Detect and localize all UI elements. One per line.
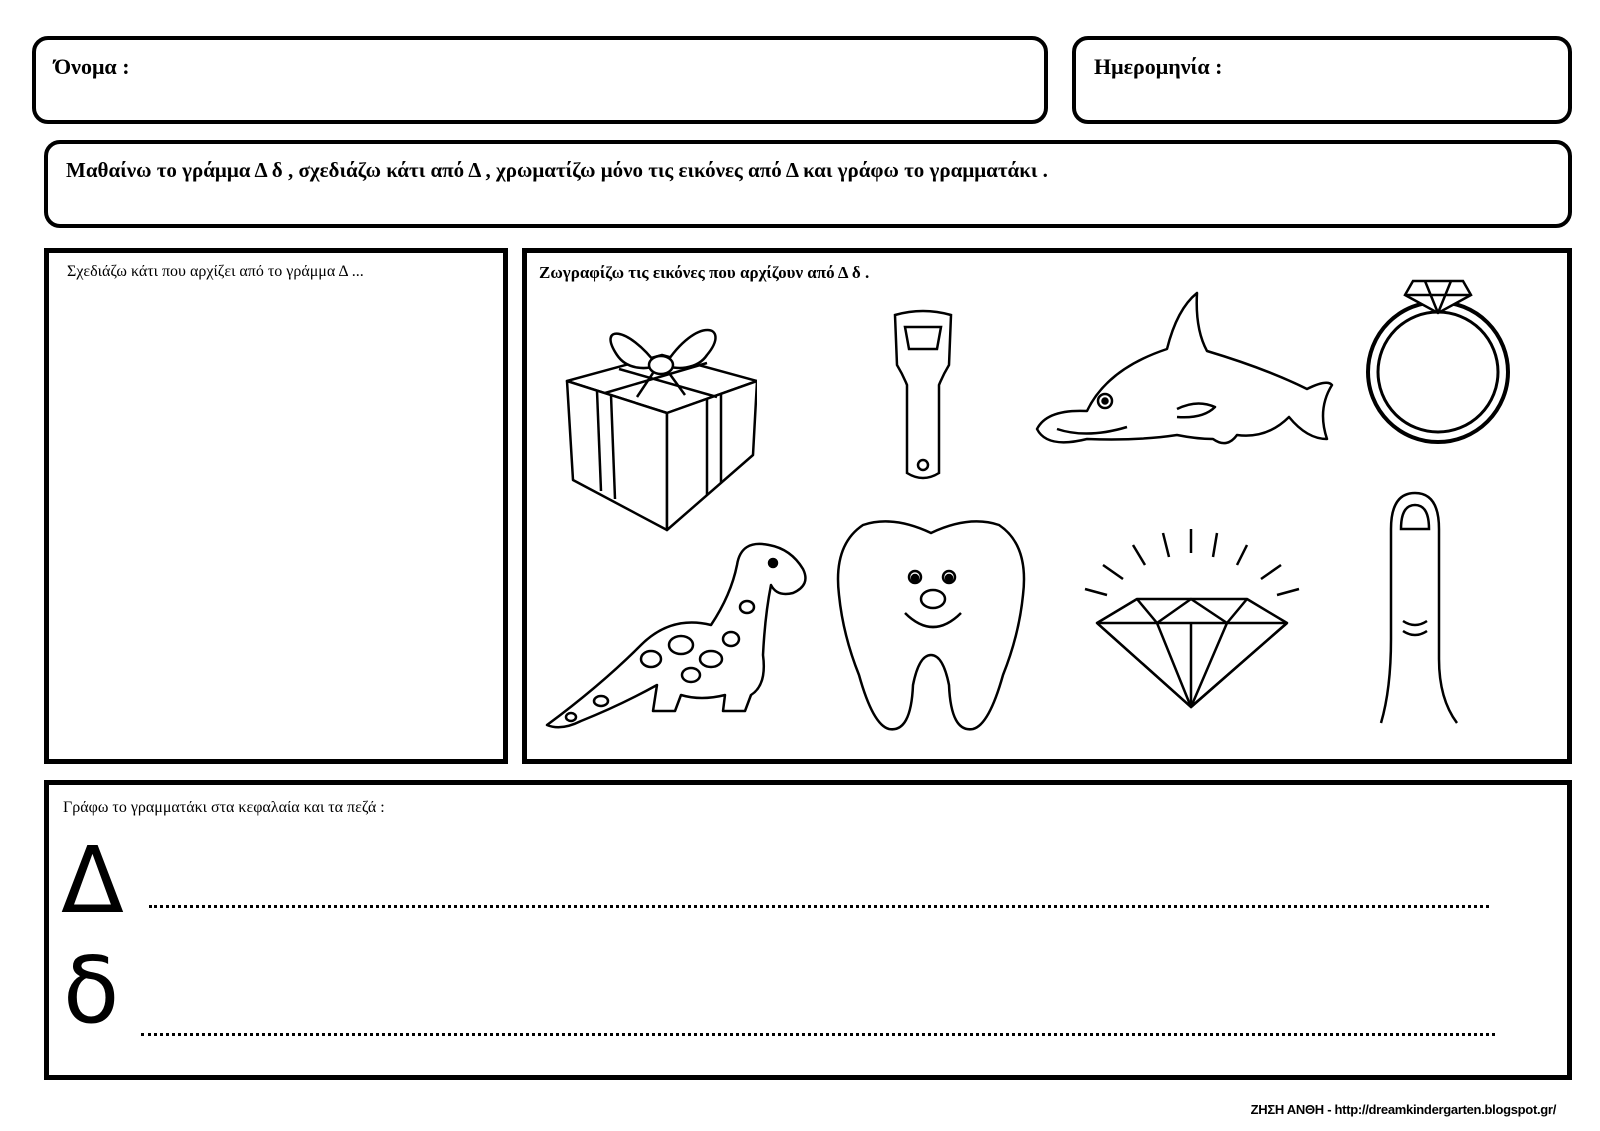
dinosaur-icon[interactable] bbox=[541, 535, 821, 735]
ring-icon[interactable] bbox=[1363, 267, 1513, 447]
draw-area[interactable] bbox=[44, 248, 508, 764]
writing-area bbox=[44, 780, 1572, 1080]
name-field-box[interactable] bbox=[32, 36, 1048, 124]
credit-text: ΖΗΣΗ ΑΝΘΗ - http://dreamkindergarten.blogspot.gr/ bbox=[1250, 1102, 1556, 1117]
instruction-text: Μαθαίνω το γράμμα Δ δ , σχεδιάζω κάτι από Δ , χρωματίζω μόνο τις εικόνες από Δ και γράφω το γραμματάκι . bbox=[66, 158, 1048, 182]
diamond-icon[interactable] bbox=[1067, 523, 1317, 713]
bottle-opener-icon[interactable] bbox=[883, 305, 963, 485]
instruction-box bbox=[44, 140, 1572, 228]
lowercase-writing-line[interactable] bbox=[141, 1033, 1495, 1036]
color-panel-title: Ζωγραφίζω τις εικόνες που αρχίζουν από Δ δ . bbox=[539, 263, 870, 282]
dolphin-icon[interactable] bbox=[1027, 289, 1337, 469]
draw-panel-title: Σχεδιάζω κάτι που αρχίζει από το γράμμα Δ ... bbox=[67, 263, 364, 280]
uppercase-delta: Δ bbox=[61, 827, 124, 934]
finger-icon[interactable] bbox=[1367, 489, 1467, 725]
name-label: Όνομα : bbox=[54, 54, 130, 79]
coloring-area bbox=[522, 248, 1572, 764]
lowercase-delta: δ bbox=[63, 937, 120, 1044]
gift-box-icon[interactable] bbox=[557, 315, 757, 535]
tooth-icon[interactable] bbox=[833, 515, 1029, 737]
date-label: Ημερομηνία : bbox=[1094, 54, 1223, 79]
write-panel-title: Γράφω το γραμματάκι στα κεφαλαία και τα πεζά : bbox=[63, 799, 385, 816]
date-field-box[interactable] bbox=[1072, 36, 1572, 124]
uppercase-writing-line[interactable] bbox=[149, 905, 1489, 908]
